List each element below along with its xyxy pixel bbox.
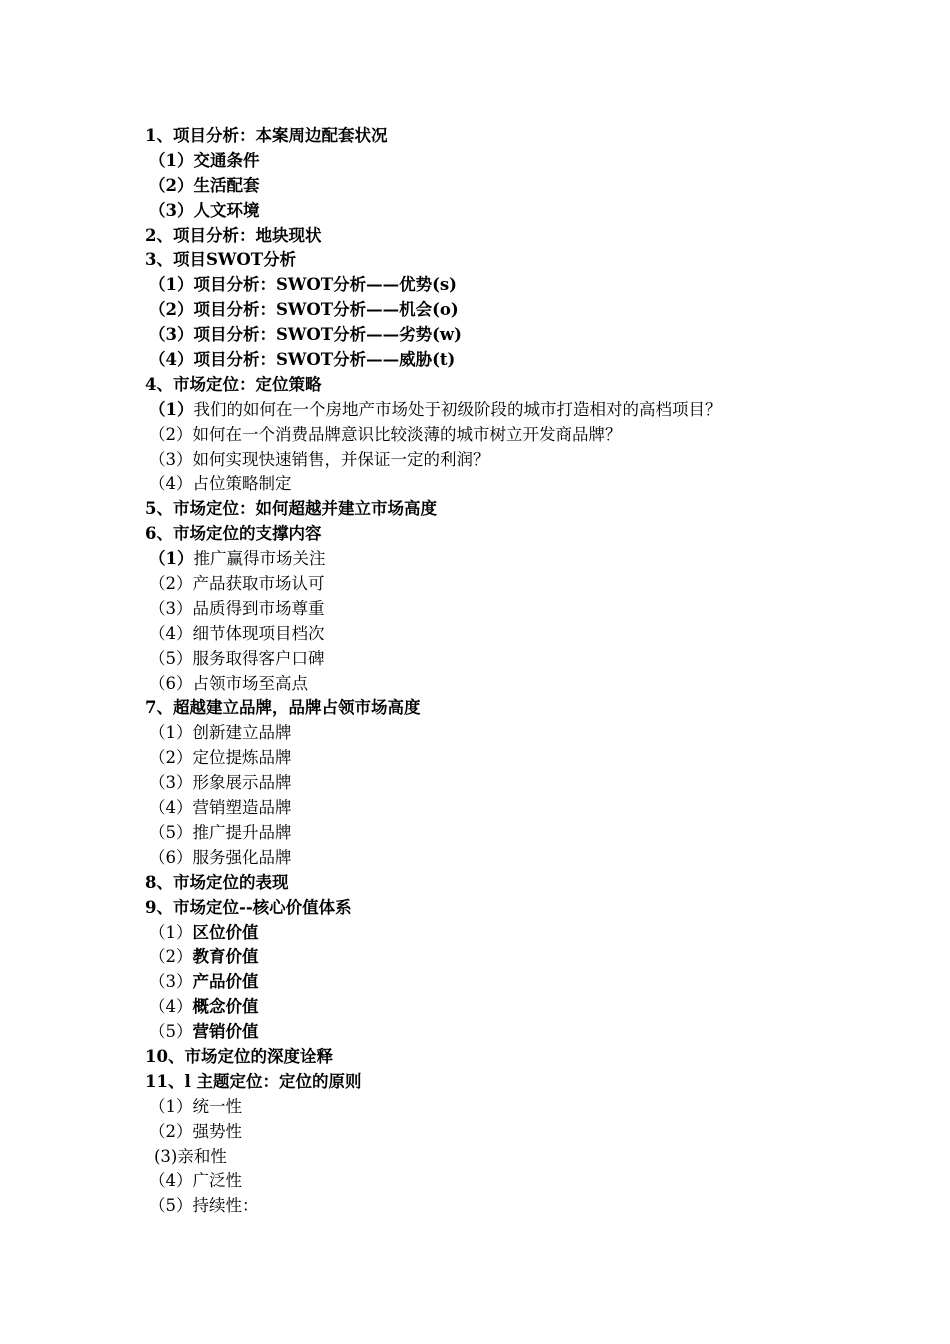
item-number: （1） [149,549,194,569]
item-text: 亲和性 [177,1146,227,1166]
item-number: （2） [149,748,193,768]
item-text: 产品价值 [192,972,259,992]
item-number: （4） [149,997,193,1017]
item-text: 服务取得客户口碑 [192,648,325,668]
item-text: 产品获取市场认可 [192,574,325,594]
outline-item [145,970,925,995]
outline-item [145,448,925,473]
outline-heading [145,1045,925,1070]
item-text: 5、市场定位：如何超越并建立市场高度 [145,499,437,519]
outline-item [145,472,925,497]
outline-heading [145,1070,925,1095]
item-text: 9、市场定位--核心价值体系 [145,897,352,917]
item-text: 定位提炼品牌 [192,748,292,768]
item-text: （1）交通条件 [149,150,260,170]
outline-item [145,597,925,622]
item-text: 服务强化品牌 [192,847,292,867]
item-text: 7、超越建立品牌，品牌占领市场高度 [145,698,421,718]
item-number: （4） [149,1171,193,1191]
item-text: （1）项目分析：SWOT分析——优势(s) [149,275,457,295]
item-text: 3、项目SWOT分析 [145,250,297,270]
outline-heading [145,248,925,273]
item-text: 教育价值 [192,947,259,967]
item-number: （3） [149,972,193,992]
item-text: （2）项目分析：SWOT分析——机会(o) [149,300,459,320]
outline-item [145,298,925,323]
item-text: 概念价值 [192,997,259,1017]
outline-item [145,1020,925,1045]
document-body [145,124,925,1219]
item-text: 广泛性 [192,1171,242,1191]
outline-item [145,174,925,199]
outline-item [145,796,925,821]
item-text: （2）生活配套 [149,175,260,195]
item-text: l 主题定位：定位的原则 [184,1071,362,1091]
item-text: 占领市场至高点 [192,673,308,693]
outline-item [145,821,925,846]
outline-item [145,1169,925,1194]
outline-item [145,547,925,572]
item-text: 占位策略制定 [192,474,292,494]
item-number: （4） [149,623,193,643]
item-text: 2、项目分析：地块现状 [145,225,322,245]
item-number: （4） [149,798,193,818]
item-number: （4） [149,474,193,494]
item-number: （3） [149,449,193,469]
item-number: （1） [149,723,193,743]
outline-item [145,921,925,946]
item-text: 推广提升品牌 [192,822,292,842]
outline-item [145,398,925,423]
outline-item [145,149,925,174]
item-text: 1、项目分析：本案周边配套状况 [145,126,388,145]
item-number: （1） [149,399,194,419]
outline-item [145,1120,925,1145]
item-number: （2） [149,947,193,967]
outline-heading [145,124,925,149]
outline-heading [145,522,925,547]
outline-item [145,348,925,373]
outline-item [145,995,925,1020]
item-number: （6） [149,847,193,867]
outline-heading [145,497,925,522]
item-text: （3）项目分析：SWOT分析——劣势(w) [149,325,462,345]
item-text: 6、市场定位的支撑内容 [145,524,322,544]
item-number: （2） [149,574,193,594]
outline-item [145,1095,925,1120]
outline-item [145,1194,925,1219]
item-number: (3) [154,1146,178,1166]
outline-item [145,647,925,672]
item-text: 创新建立品牌 [192,723,292,743]
item-text: 持续性： [192,1196,259,1216]
item-text: 10、市场定位的深度诠释 [145,1046,333,1066]
item-number: （1） [149,922,193,942]
item-number: （5） [149,1022,193,1042]
item-number: （5） [149,1196,193,1216]
item-text: 品质得到市场尊重 [192,598,325,618]
item-number: （5） [149,822,193,842]
item-number: （2） [149,1121,193,1141]
item-text: 强势性 [192,1121,242,1141]
outline-item [145,721,925,746]
outline-heading [145,696,925,721]
item-text: （3）人文环境 [149,200,260,220]
item-text: 8、市场定位的表现 [145,872,289,892]
item-text: 如何在一个消费品牌意识比较淡薄的城市树立开发商品牌？ [192,424,622,444]
item-text: 区位价值 [192,922,259,942]
outline-heading [145,373,925,398]
item-text: 4、市场定位：定位策略 [145,374,322,394]
item-text: 营销价值 [192,1022,259,1042]
outline-heading [145,871,925,896]
item-text: 统一性 [192,1096,242,1116]
outline-item [145,846,925,871]
outline-heading [145,224,925,249]
item-number: （3） [149,598,193,618]
item-text: 推广赢得市场关注 [193,549,326,569]
item-number: 11、 [145,1071,185,1091]
outline-item [145,1145,925,1170]
item-number: （1） [149,1096,193,1116]
item-text: 营销塑造品牌 [192,798,292,818]
outline-heading [145,896,925,921]
item-text: （4）项目分析：SWOT分析——威胁(t) [149,350,456,370]
item-text: 细节体现项目档次 [192,623,325,643]
item-text: 如何实现快速销售，并保证一定的利润？ [192,449,490,469]
outline-item [145,672,925,697]
item-text: 形象展示品牌 [192,773,292,793]
item-number: （5） [149,648,193,668]
outline-item [145,199,925,224]
item-number: （3） [149,773,193,793]
outline-item [145,746,925,771]
outline-item [145,622,925,647]
outline-item [145,572,925,597]
outline-item [145,771,925,796]
outline-item [145,945,925,970]
item-text: 我们的如何在一个房地产市场处于初级阶段的城市打造相对的高档项目？ [193,399,722,419]
outline-item [145,423,925,448]
outline-item [145,323,925,348]
outline-item [145,273,925,298]
item-number: （6） [149,673,193,693]
item-number: （2） [149,424,193,444]
